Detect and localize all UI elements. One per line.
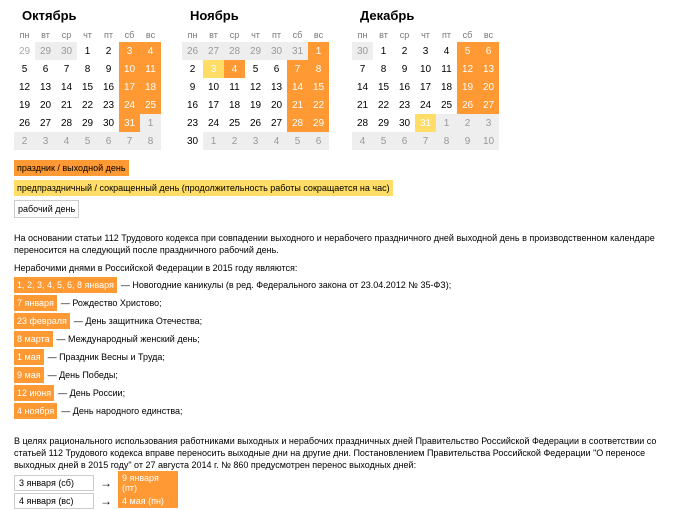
calendar-day: 15 [377,81,390,93]
calendar-day: 7 [359,63,366,75]
calendar-day: 20 [39,99,52,111]
transfer-from: 4 января (вс) [14,493,94,509]
calendar-day: 2 [401,45,408,57]
calendar-day: 28 [224,42,245,60]
calendar-day: 22 [81,99,94,111]
calendar-day: 3 [478,114,499,132]
calendar-day: 24 [207,117,220,129]
holiday-name: — День народного единства; [61,406,183,416]
weekday-label: чт [251,30,260,40]
calendar-day: 12 [18,81,31,93]
weekday-label: вт [209,30,218,40]
paragraph-article-112: На основании статьи 112 Трудового кодекса при совпадении выходного и нерабочего праздничного дней выходной день в производственном календаре переносится на следующий после праздничного рабочий день. [14,233,655,255]
weekday-label: ср [61,30,72,40]
arrow-right-icon: → [100,494,112,508]
calendar-day: 9 [189,81,196,93]
weekday-label: сб [462,30,473,40]
calendar-day: 18 [228,99,241,111]
calendar-day: 5 [77,132,98,150]
calendar-day: 30 [102,117,115,129]
weekday-label: пт [442,30,451,40]
holiday-dates: 1, 2, 3, 4, 5, 6, 8 января [14,277,117,293]
calendar-day: 18 [140,78,161,96]
calendar-day: 20 [478,78,499,96]
calendar-day: 15 [308,78,329,96]
calendar-day: 7 [287,60,308,78]
legend-preholiday: предпраздничный / сокращенный день (продолжительность работы сокращается на час) [14,180,393,196]
holiday-name: — День Победы; [47,370,118,380]
calendar-day: 25 [140,96,161,114]
calendar-day: 10 [419,63,432,75]
calendar-day: 4 [140,42,161,60]
calendar-day: 30 [186,135,199,147]
transfer-to: 4 мая (пн) [118,494,178,508]
calendar-day: 31 [119,114,140,132]
calendar-day: 30 [398,117,411,129]
holiday-item [14,348,689,366]
calendar-day: 3 [119,42,140,60]
holiday-dates: 1 мая [14,349,44,365]
calendar-day: 5 [457,42,478,60]
holiday-item [14,294,689,312]
weekday-label: пт [272,30,281,40]
calendar-day: 12 [249,81,262,93]
weekday-label: пн [357,30,368,40]
weekday-label: сб [292,30,303,40]
calendar-day: 15 [81,81,94,93]
weekday-label: вс [313,30,324,40]
holiday-name: — Праздник Весны и Труда; [47,352,165,362]
weekday-label: сб [124,30,135,40]
calendar-day: 2 [224,132,245,150]
calendar-day: 24 [419,99,432,111]
calendar-day: 14 [60,81,73,93]
paragraph-transfers: В целях рационального использования работниками выходных и нерабочих праздничных дней Правительство Российской Федерации в соответствии со статьей 112 Трудового кодекса вправе переносить выходные дни на другие дни. Постановлением Правительства Российской Федерации "О переносе выходных дней в 2015 году" от 27 августа 2014 г. № 860 предусмотрен перенос выходных дней: [14,436,657,470]
calendar-day: 4 [443,45,450,57]
calendar-day: 11 [229,81,240,93]
calendar-day: 13 [39,81,52,93]
calendar-day: 22 [308,96,329,114]
calendar-day: 8 [436,132,457,150]
weekday-label: чт [421,30,430,40]
calendar-day: 1 [203,132,224,150]
calendar-day: 27 [203,42,224,60]
month-grid [182,28,329,150]
calendar-day: 4 [224,60,245,78]
arrow-right-icon: → [100,476,112,490]
holiday-item [14,276,689,294]
calendar-day: 14 [356,81,369,93]
holiday-item [14,330,689,348]
calendar-day: 10 [478,132,499,150]
calendar-day: 29 [308,114,329,132]
calendar-day: 16 [186,99,199,111]
calendar-day: 3 [203,60,224,78]
calendar-day: 27 [478,96,499,114]
calendar-day: 8 [140,132,161,150]
month-october [14,8,162,150]
calendar-day: 4 [352,132,373,150]
holiday-name: — Рождество Христово; [60,298,162,308]
calendar-day: 30 [266,42,287,60]
calendar-day: 6 [308,132,329,150]
calendar-day: 2 [105,45,112,57]
calendar-day: 1 [380,45,387,57]
calendar-day: 4 [56,132,77,150]
transfer-from: 3 января (сб) [14,475,94,491]
holiday-name: — День защитника Отечества; [73,316,203,326]
weekday-label: вт [379,30,388,40]
calendar-day: 21 [356,99,369,111]
calendar-day: 1 [84,45,91,57]
calendar-day: 7 [63,63,70,75]
calendar-day: 8 [380,63,387,75]
month-grid [14,28,161,150]
transfer-to: 9 января (пт) [118,471,178,495]
holiday-item [14,402,689,420]
calendar-day: 14 [287,78,308,96]
calendar-day: 26 [182,42,203,60]
calendar-day: 16 [398,81,411,93]
holiday-list [14,276,689,420]
calendar-day: 29 [18,45,31,57]
calendar-day: 2 [189,63,196,75]
calendar-day: 26 [457,96,478,114]
holiday-item [14,366,689,384]
holiday-dates: 8 марта [14,331,53,347]
weekday-label: вс [483,30,494,40]
calendar-day: 3 [422,45,429,57]
calendar-day: 26 [249,117,262,129]
calendar-day: 6 [98,132,119,150]
calendar-day: 11 [140,60,161,78]
weekday-label: вт [41,30,50,40]
weekday-label: чт [83,30,92,40]
weekday-label: пт [104,30,113,40]
calendar-day: 6 [394,132,415,150]
calendar-day: 12 [457,60,478,78]
calendar-day: 27 [39,117,52,129]
calendar-day: 29 [377,117,390,129]
calendar-day: 13 [478,60,499,78]
calendar-day: 22 [377,99,390,111]
calendar-day: 23 [102,99,115,111]
calendar-day: 27 [270,117,283,129]
calendar-day: 5 [287,132,308,150]
calendar-day: 1 [140,114,161,132]
holiday-dates: 12 июня [14,385,54,401]
calendar-day: 6 [273,63,280,75]
calendar-day: 5 [21,63,28,75]
month-title: Декабрь [360,8,415,23]
calendar-day: 24 [119,96,140,114]
weekday-label: пн [187,30,198,40]
calendar-day: 29 [81,117,94,129]
calendar-day: 16 [102,81,115,93]
calendar-day: 6 [42,63,49,75]
calendar-day: 19 [457,78,478,96]
calendar-day: 4 [266,132,287,150]
calendar-day: 1 [308,42,329,60]
weekday-label: вс [145,30,156,40]
calendar-day: 3 [245,132,266,150]
holiday-dates: 23 февраля [14,313,70,329]
calendar-day: 28 [60,117,73,129]
calendar-day: 21 [60,99,73,111]
month-title: Ноябрь [190,8,239,23]
calendar-day: 23 [398,99,411,111]
calendar-day: 25 [228,117,241,129]
calendar-day: 7 [119,132,140,150]
calendar-day: 11 [441,63,452,75]
transfer-row [14,474,178,492]
calendar-day: 9 [457,132,478,150]
calendar-day: 19 [18,99,31,111]
transfer-list [14,474,178,510]
calendar-day: 8 [308,60,329,78]
calendar-day: 8 [84,63,91,75]
calendars [0,0,700,150]
weekday-label: ср [399,30,410,40]
month-november [182,8,330,150]
holiday-dates: 7 января [14,295,57,311]
calendar-day: 9 [105,63,112,75]
calendar-day: 5 [252,63,259,75]
calendar-day: 7 [415,132,436,150]
holiday-name: — Международный женский день; [56,334,200,344]
month-title: Октябрь [22,8,77,23]
calendar-day: 31 [415,114,436,132]
calendar-day: 6 [478,42,499,60]
calendar-day: 9 [401,63,408,75]
calendar-day: 30 [352,42,373,60]
weekday-label: ср [229,30,240,40]
calendar-day: 29 [35,42,56,60]
holiday-name: — Новогодние каникулы (в ред. Федерального закона от 23.04.2012 № 35-ФЗ); [120,280,452,290]
calendar-day: 28 [356,117,369,129]
legend [14,160,514,218]
calendar-day: 19 [249,99,262,111]
calendar-day: 31 [287,42,308,60]
month-grid [352,28,499,150]
calendar-day: 20 [270,99,283,111]
calendar-day: 10 [207,81,220,93]
calendar-day: 5 [373,132,394,150]
calendar-day: 18 [440,81,453,93]
month-december [352,8,500,150]
calendar-day: 13 [270,81,283,93]
calendar-day: 17 [207,99,220,111]
calendar-day: 26 [18,117,31,129]
calendar-day: 2 [457,114,478,132]
legend-workday: рабочий день [14,200,79,218]
calendar-day: 17 [119,78,140,96]
calendar-day: 1 [436,114,457,132]
calendar-day: 3 [35,132,56,150]
holiday-item [14,384,689,402]
paragraph-nonworking-days: Нерабочими днями в Российской Федерации в 2015 году являются: [14,263,298,273]
calendar-day: 21 [287,96,308,114]
calendar-day: 30 [56,42,77,60]
calendar-day: 25 [440,99,453,111]
holiday-dates: 4 ноября [14,403,57,419]
holiday-item [14,312,689,330]
holiday-name: — День России; [58,388,126,398]
transfer-row [14,492,178,510]
calendar-day: 28 [287,114,308,132]
calendar-day: 29 [245,42,266,60]
calendar-day: 17 [419,81,432,93]
calendar-day: 2 [14,132,35,150]
calendar-day: 10 [119,60,140,78]
legend-holiday: праздник / выходной день [14,160,129,176]
weekday-label: пн [19,30,30,40]
calendar-day: 23 [186,117,199,129]
holiday-dates: 9 мая [14,367,44,383]
